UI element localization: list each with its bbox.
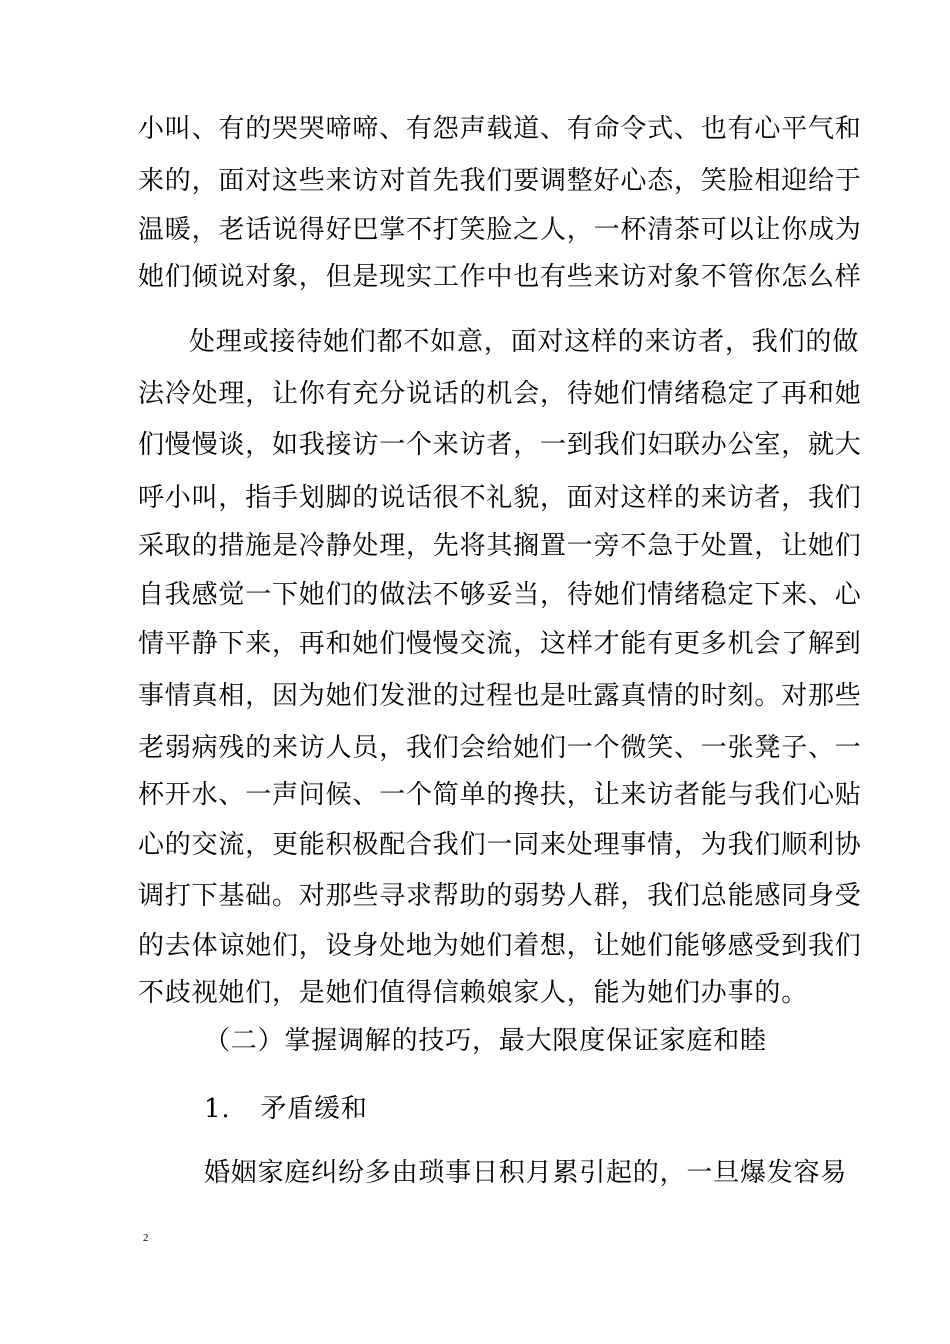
paragraph-line: 呼小叫，指手划脚的说话很不礼貌，面对这样的来访者，我们 xyxy=(138,483,862,513)
paragraph-line: 温暖，老话说得好巴掌不打笑脸之人，一杯清茶可以让你成为 xyxy=(138,215,862,245)
paragraph-line: 心的交流，更能积极配合我们一同来处理事情，为我们顺利协 xyxy=(138,830,862,860)
list-item-title: 矛盾缓和 xyxy=(260,1094,368,1124)
paragraph-line: 们慢慢谈，如我接访一个来访者，一到我们妇联办公室，就大 xyxy=(138,430,862,460)
paragraph-line: 小叫、有的哭哭啼啼、有怨声载道、有命令式、也有心平气和 xyxy=(138,114,862,144)
paragraph-line: 事情真相，因为她们发泄的过程也是吐露真情的时刻。对那些 xyxy=(138,681,862,711)
section-heading: （二）掌握调解的技巧，最大限度保证家庭和睦 xyxy=(204,1026,767,1056)
paragraph-line: 采取的措施是冷静处理，先将其搁置一旁不急于处置，让她们 xyxy=(138,531,862,561)
paragraph-line: 法冷处理，让你有充分说话的机会，待她们情绪稳定了再和她 xyxy=(138,379,862,409)
paragraph-line: 她们倾说对象，但是现实工作中也有些来访对象不管你怎么样 xyxy=(138,262,862,292)
paragraph-line: 调打下基础。对那些寻求帮助的弱势人群，我们总能感同身受 xyxy=(138,881,862,911)
paragraph-line: 老弱病残的来访人员，我们会给她们一个微笑、一张凳子、一 xyxy=(138,733,862,763)
paragraph-line: 的去体谅她们，设身处地为她们着想，让她们能够感受到我们 xyxy=(138,931,862,961)
paragraph-line: 处理或接待她们都不如意，面对这样的来访者，我们的做 xyxy=(189,327,860,357)
page-number: 2 xyxy=(143,1232,149,1244)
paragraph-line: 杯开水、一声问候、一个简单的搀扶，让来访者能与我们心贴 xyxy=(138,780,862,810)
paragraph-line: 来的，面对这些来访对首先我们要调整好心态，笑脸相迎给于 xyxy=(138,166,862,196)
paragraph-line: 婚姻家庭纠纷多由琐事日积月累引起的，一旦爆发容易 xyxy=(204,1158,848,1188)
list-item xyxy=(204,1092,368,1126)
paragraph-line: 自我感觉一下她们的做法不够妥当，待她们情绪稳定下来、心 xyxy=(138,580,862,610)
list-item-number: 1. xyxy=(204,1094,231,1124)
paragraph-line: 情平静下来，再和她们慢慢交流，这样才能有更多机会了解到 xyxy=(138,629,862,659)
paragraph-line: 不歧视她们，是她们值得信赖娘家人，能为她们办事的。 xyxy=(138,978,809,1008)
